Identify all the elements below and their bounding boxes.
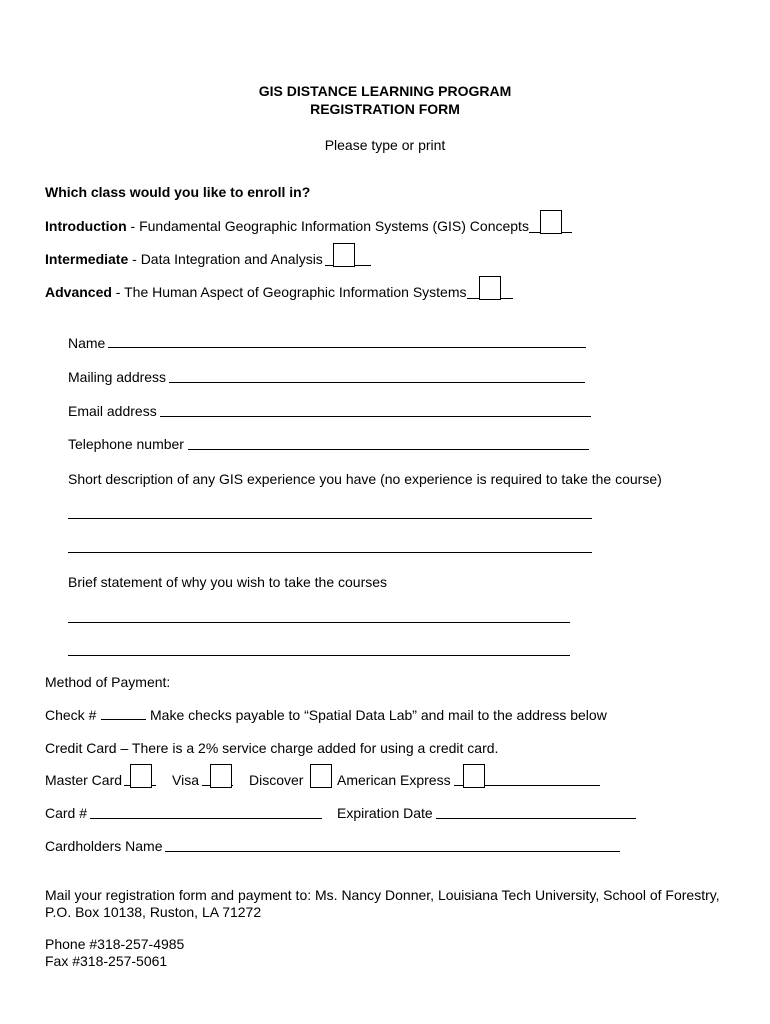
cardholder-label: Cardholders Name: [45, 838, 163, 854]
introduction-checkbox[interactable]: [540, 210, 562, 234]
form-instruction: Please type or print: [324, 137, 446, 153]
mastercard-label: Master Card: [45, 772, 123, 788]
form-title-line1: GIS DISTANCE LEARNING PROGRAM: [258, 83, 512, 99]
american-express-label: American Express: [337, 772, 451, 788]
phone-number: Phone #318-257-4985: [45, 936, 185, 952]
class-level: Introduction: [45, 218, 127, 234]
class-level: Intermediate: [45, 251, 129, 267]
check-note: Make checks payable to “Spatial Data Lab” and mail to the address below: [150, 707, 607, 723]
mailing-address-label: Mailing address: [68, 369, 167, 385]
class-introduction: [45, 218, 529, 234]
payment-heading: Method of Payment:: [45, 674, 171, 690]
experience-line-1[interactable]: [68, 518, 592, 519]
class-description: - Data Integration and Analysis: [128, 251, 323, 267]
telephone-label: Telephone number: [68, 436, 184, 452]
class-description: - The Human Aspect of Geographic Information Systems: [111, 284, 467, 300]
class-advanced: [45, 284, 467, 300]
telephone-field[interactable]: [188, 449, 589, 450]
card-number-label: Card #: [45, 805, 88, 821]
enroll-question: Which class would you like to enroll in?: [45, 184, 311, 200]
american-express-checkbox[interactable]: [463, 764, 485, 788]
class-level: Advanced: [45, 284, 112, 300]
advanced-checkbox[interactable]: [479, 276, 501, 300]
email-label: Email address: [68, 403, 157, 419]
mail-instructions-line2: P.O. Box 10138, Ruston, LA 71272: [45, 904, 262, 920]
statement-label: Brief statement of why you wish to take the courses: [68, 574, 388, 590]
statement-line-2[interactable]: [68, 655, 570, 656]
check-number-field[interactable]: [101, 719, 146, 720]
fax-number: Fax #318-257-5061: [45, 953, 168, 969]
visa-checkbox[interactable]: [210, 764, 232, 788]
credit-card-note: Credit Card – There is a 2% service charge added for using a credit card.: [45, 740, 499, 756]
statement-line-1[interactable]: [68, 622, 570, 623]
class-intermediate: [45, 251, 323, 267]
discover-label: Discover: [249, 772, 304, 788]
mail-instructions-line1: Mail your registration form and payment to: Ms. Nancy Donner, Louisiana Tech University, School of Forestry,: [45, 887, 720, 903]
class-description: - Fundamental Geographic Information Systems (GIS) Concepts: [126, 218, 529, 234]
cardholder-field[interactable]: [165, 851, 620, 852]
email-field[interactable]: [160, 416, 591, 417]
card-number-field[interactable]: [90, 818, 322, 819]
name-label: Name: [68, 335, 106, 351]
mailing-address-field[interactable]: [169, 382, 585, 383]
discover-checkbox[interactable]: [310, 764, 332, 788]
expiration-field[interactable]: [436, 818, 636, 819]
experience-label: Short description of any GIS experience you have (no experience is required to take the course): [68, 471, 662, 487]
name-field[interactable]: [108, 347, 586, 348]
intermediate-checkbox[interactable]: [333, 243, 355, 267]
mastercard-checkbox[interactable]: [130, 764, 152, 788]
visa-label: Visa: [172, 772, 199, 788]
check-label: Check #: [45, 707, 97, 723]
form-title-line2: REGISTRATION FORM: [310, 101, 460, 117]
expiration-label: Expiration Date: [337, 805, 433, 821]
experience-line-2[interactable]: [68, 552, 592, 553]
